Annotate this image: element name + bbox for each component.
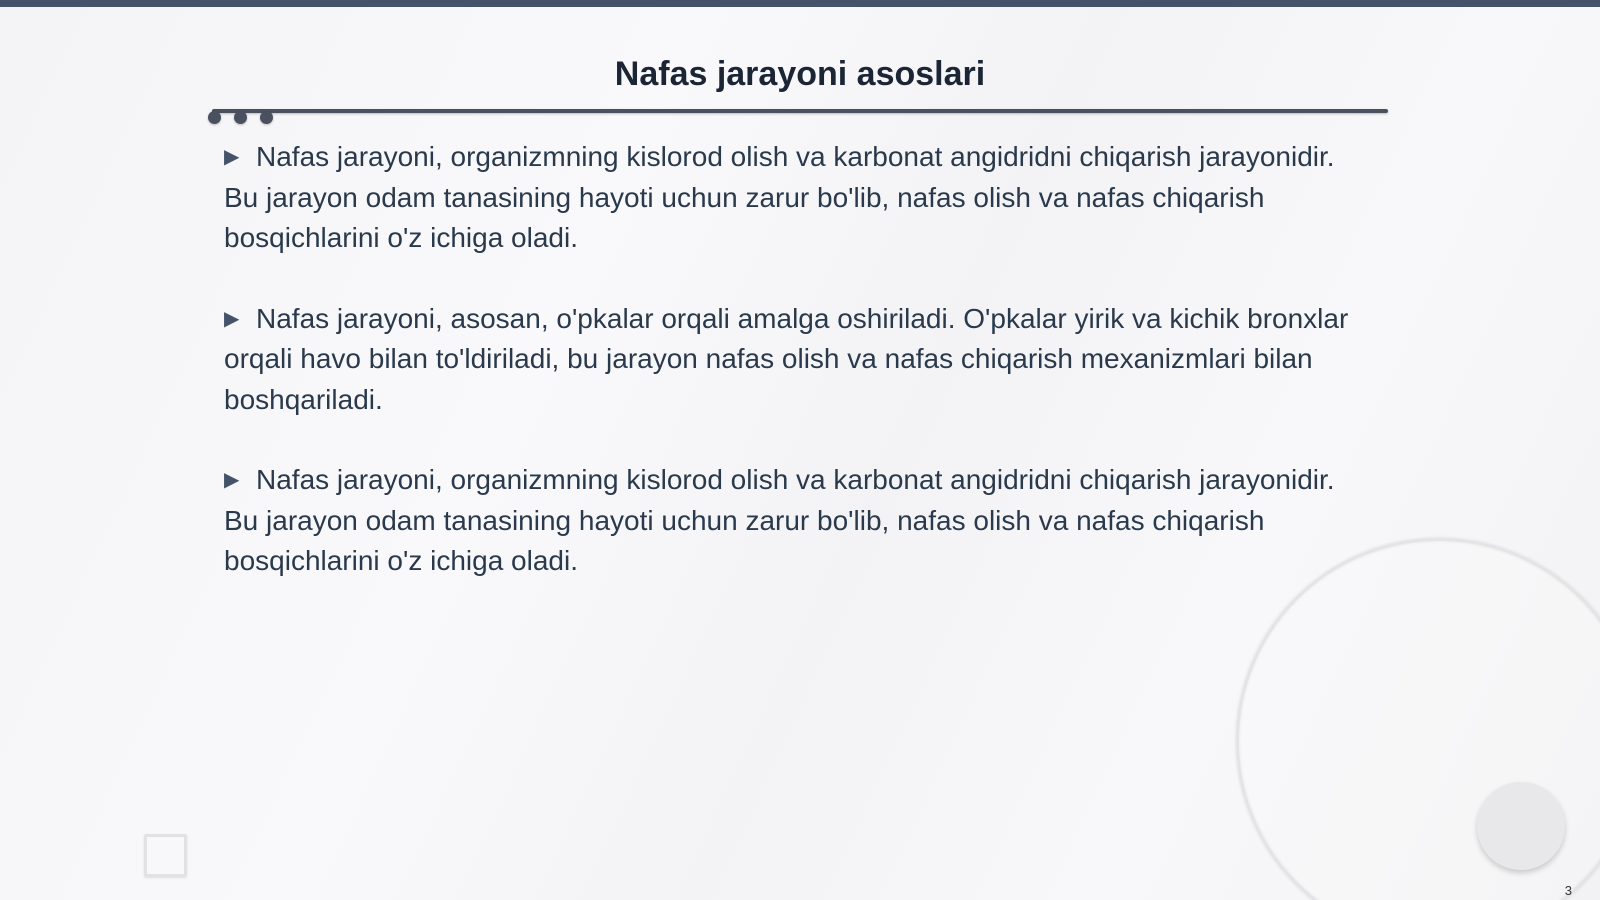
bullet-item [224,137,1354,259]
triangle-bullet-icon: ▶ [224,469,240,491]
decorative-dot [208,111,221,124]
bullet-list [224,137,1354,622]
decorative-square [144,834,187,877]
bullet-item [224,299,1354,421]
title-underline [212,109,1388,113]
decorative-dot [234,111,247,124]
bullet-text: Nafas jarayoni, asosan, o'pkalar orqali amalga oshiriladi. O'pkalar yirik va kichik bronxlar orqali havo bilan to'ldiriladi, bu jarayon nafas olish va nafas chiqarish mexanizmlari bilan boshqariladi. [224,302,1349,415]
triangle-bullet-icon: ▶ [224,307,240,330]
decorative-dot [260,111,273,124]
bullet-text: Nafas jarayoni, organizmning kislorod olish va karbonat angidridni chiqarish jarayonidir. Bu jarayon odam tanasining hayoti uchun zarur bo'lib, nafas olish va nafas chiqarish bosqichlarini o'z ichiga oladi. [224,141,1335,253]
page-number: 3 [1564,883,1572,898]
decorative-small-circle [1477,782,1565,870]
top-accent-bar [0,0,1600,7]
triangle-bullet-icon: ▶ [224,146,240,168]
slide-title: Nafas jarayoni asoslari [614,55,986,93]
bullet-text: Nafas jarayoni, organizmning kislorod olish va karbonat angidridni chiqarish jarayonidir. Bu jarayon odam tanasining hayoti uchun zarur bo'lib, nafas olish va nafas chiqarish bosqichlarini o'z ichiga oladi. [224,464,1335,576]
bullet-item [224,460,1354,582]
